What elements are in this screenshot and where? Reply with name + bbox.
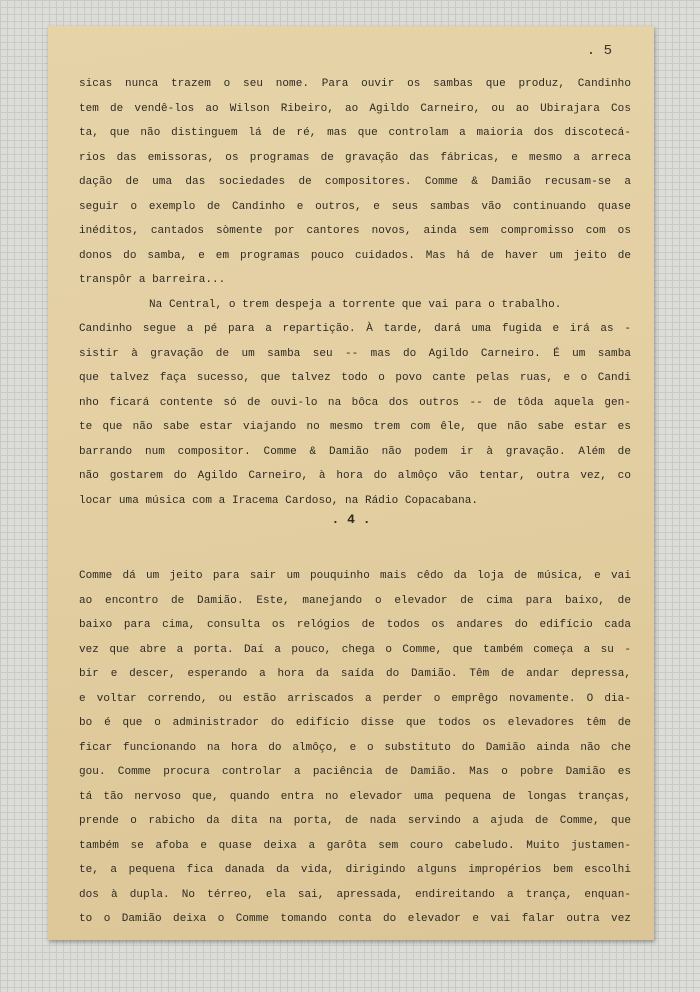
text-block-before-section	[79, 72, 631, 513]
text-line: bir e descer, esperando a hora da saída do Damião. Têm de andar depressa,	[79, 668, 631, 680]
text-line: gou. Comme procura controlar a paciência de Damião. Mas o pobre Damião es	[79, 766, 631, 778]
text-line: vez que abre a porta. Daí a pouco, chega o Comme, que também começa a su -	[79, 643, 631, 656]
text-line: ta, que não distinguem lá de ré, mas que controlam a maioria dos discotecá-	[79, 127, 631, 139]
text-line: rios das emissoras, os programas de gravação das fábricas, e mesmo a arreca	[79, 151, 631, 164]
text-block-after-section	[79, 564, 631, 932]
text-line: to o Damião deixa o Comme tomando conta do elevador e vai falar outra vez	[79, 913, 631, 925]
text-line: bo é que o administrador do edifício disse que todos os elevadores têm de	[79, 717, 631, 729]
text-line: tem de vendê-los ao Wilson Ribeiro, ao Agildo Carneiro, ou ao Ubirajara Cos	[79, 102, 631, 115]
text-line: barrando num compositor. Comme & Damião não podem ir à gravação. Além de	[79, 445, 631, 458]
text-line: sicas nunca trazem o seu nome. Para ouvir os sambas que produz, Candinho	[79, 78, 631, 90]
text-line: locar uma música com a Iracema Cardoso, na Rádio Copacabana.	[79, 494, 479, 507]
text-line: sistir à gravação de um samba seu -- mas do Agildo Carneiro. É um samba	[79, 347, 631, 360]
typewritten-page	[48, 26, 654, 940]
text-line: tá tão nervoso que, quando entra no elevador uma pequena de longas tranças,	[79, 790, 631, 803]
section-marker: . 4 .	[331, 512, 371, 527]
text-line: te que não sabe estar viajando no mesmo trem com êle, que não sabe estar es	[79, 421, 631, 433]
text-line: inéditos, cantados sòmente por cantores novos, ainda sem compromisso com os	[79, 225, 631, 237]
text-line: dos à dupla. No térreo, ela sai, apressada, endireitando a trança, enquan-	[79, 888, 631, 901]
text-line: ao encontro de Damião. Este, manejando o elevador de cima para baixo, de	[79, 594, 631, 607]
text-line: que talvez faça sucesso, que talvez todo o povo cante pelas ruas, e o Candi	[79, 372, 631, 384]
text-line: te, a pequena fica danada da vida, dirigindo alguns impropérios bem escolhi	[79, 864, 631, 876]
text-line: Comme dá um jeito para sair um pouquinho mais cêdo da loja de música, e vai	[79, 570, 631, 582]
text-line: dação de uma das sociedades de compositores. Comme & Damião recusam-se a	[79, 176, 631, 188]
text-line: e voltar correndo, ou estão arriscados a perder o emprêgo novamente. O dia-	[79, 692, 631, 705]
text-line: prende o rabicho da dita na porta, de nada servindo a ajuda de Comme, que	[79, 815, 631, 827]
text-line: nho ficará contente só de ouvi-lo na bôca dos outros -- de tôda aquela gen-	[79, 396, 631, 409]
text-line: transpôr a barreira...	[79, 274, 226, 286]
text-line: Na Central, o trem despeja a torrente que vai para o trabalho.	[149, 298, 562, 311]
text-line: donos do samba, e em programas pouco cuidados. Mas há de haver um jeito de	[79, 249, 631, 262]
text-line: também se afoba e quase deixa a garôta sem couro cabeludo. Muito justamen-	[79, 839, 631, 852]
text-line: seguir o exemplo de Candinho e outros, e seus sambas vão continuando quase	[79, 200, 631, 213]
text-line: baixo para cima, consulta os relógios de todos os andares do edifício cada	[79, 619, 631, 631]
text-line: ficar funcionando na hora do almôço, e o substituto do Damião ainda não che	[79, 741, 631, 754]
text-line: não gostarem do Agildo Carneiro, à hora do almôço vão tentar, outra vez, co	[79, 470, 631, 482]
text-line: Candinho segue a pé para a repartição. À tarde, dará uma fugida e irá as -	[79, 323, 631, 335]
page-number: . 5	[586, 43, 612, 59]
